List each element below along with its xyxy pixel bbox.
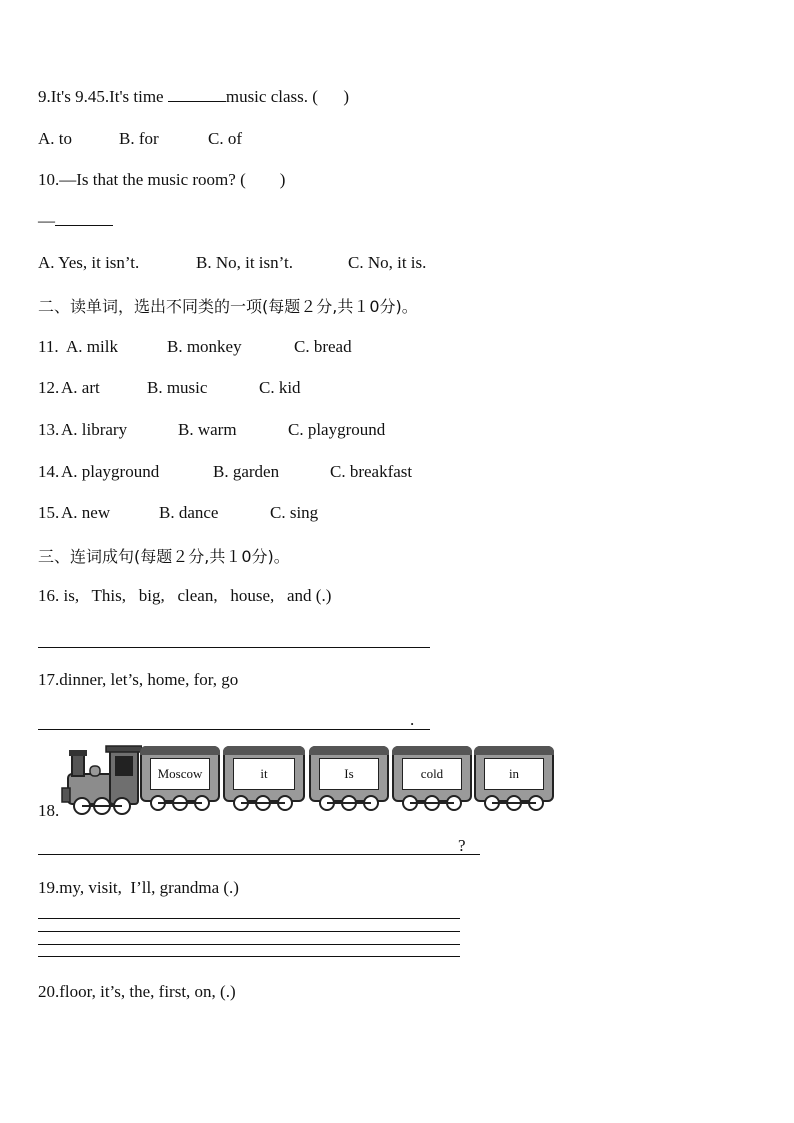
option-b[interactable]: B. for xyxy=(119,129,159,148)
word-card[interactable]: Is xyxy=(319,758,379,790)
word-card[interactable]: it xyxy=(233,758,295,790)
option-c[interactable]: C. of xyxy=(208,129,242,148)
option-c[interactable]: C. No, it is. xyxy=(348,253,427,272)
answer-line[interactable] xyxy=(38,647,430,648)
option-a[interactable]: A. Yes, it isn’t. xyxy=(38,253,140,272)
option-c[interactable]: C. sing xyxy=(270,503,319,522)
option-c[interactable]: C. kid xyxy=(259,378,301,397)
option-b[interactable]: B. No, it isn’t. xyxy=(196,253,293,272)
end-mark: . xyxy=(410,710,415,729)
end-mark: ? xyxy=(458,836,466,855)
option-c[interactable]: C. bread xyxy=(294,337,352,356)
train-wheels-icon xyxy=(140,793,560,813)
answer-line[interactable] xyxy=(38,944,460,945)
option-b[interactable]: B. dance xyxy=(159,503,219,522)
answer-line[interactable] xyxy=(38,956,460,957)
question-11-number: 11. xyxy=(38,337,63,356)
option-a[interactable]: A. to xyxy=(38,129,72,148)
section-2-heading: 二、读单词，选出不同类的一项(每题２分,共１0分)。 xyxy=(38,297,418,316)
option-b[interactable]: B. music xyxy=(147,378,208,397)
answer-line[interactable] xyxy=(38,854,480,855)
question-12-number: 12. xyxy=(38,378,60,397)
option-b[interactable]: B. garden xyxy=(213,462,280,481)
question-20: 20.floor, it’s, the, first, on, (.) xyxy=(38,982,236,1001)
word-card[interactable]: cold xyxy=(402,758,462,790)
question-16: 16. is, This, big, clean, house, and (.) xyxy=(38,586,332,605)
question-9-text-start: 9.It's 9.45.It's time xyxy=(38,87,168,106)
answer-blank[interactable] xyxy=(168,87,226,102)
question-17: 17.dinner, let’s, home, for, go xyxy=(38,670,239,689)
question-13-number: 13. xyxy=(38,420,60,439)
question-19: 19.my, visit, I’ll, grandma (.) xyxy=(38,878,239,897)
section-3-heading: 三、连词成句(每题２分,共１0分)。 xyxy=(38,547,290,566)
option-a[interactable]: A. art xyxy=(61,378,100,397)
question-18-number: 18. xyxy=(38,801,60,820)
option-c[interactable]: C. playground xyxy=(288,420,386,439)
question-9-text-end: music class. ( ) xyxy=(225,87,350,106)
question-14-number: 14. xyxy=(38,462,60,481)
option-a[interactable]: A. playground xyxy=(61,462,160,481)
option-b[interactable]: B. monkey xyxy=(167,337,242,356)
question-15-number: 15. xyxy=(38,503,60,522)
answer-line[interactable] xyxy=(38,729,430,730)
option-a[interactable]: A. milk xyxy=(66,337,118,356)
word-card[interactable]: in xyxy=(484,758,544,790)
option-a[interactable]: A. library xyxy=(61,420,128,439)
question-10: 10.—Is that the music room? ( ) xyxy=(38,170,286,189)
answer-line[interactable] xyxy=(38,918,460,919)
word-card[interactable]: Moscow xyxy=(150,758,210,790)
option-c[interactable]: C. breakfast xyxy=(330,462,413,481)
question-10-answer-line xyxy=(38,211,113,231)
locomotive-icon xyxy=(60,744,142,818)
answer-line[interactable] xyxy=(38,931,460,932)
dash: — xyxy=(38,211,55,230)
answer-blank[interactable] xyxy=(55,211,113,226)
question-9 xyxy=(38,87,349,107)
option-b[interactable]: B. warm xyxy=(178,420,237,439)
option-a[interactable]: A. new xyxy=(61,503,111,522)
